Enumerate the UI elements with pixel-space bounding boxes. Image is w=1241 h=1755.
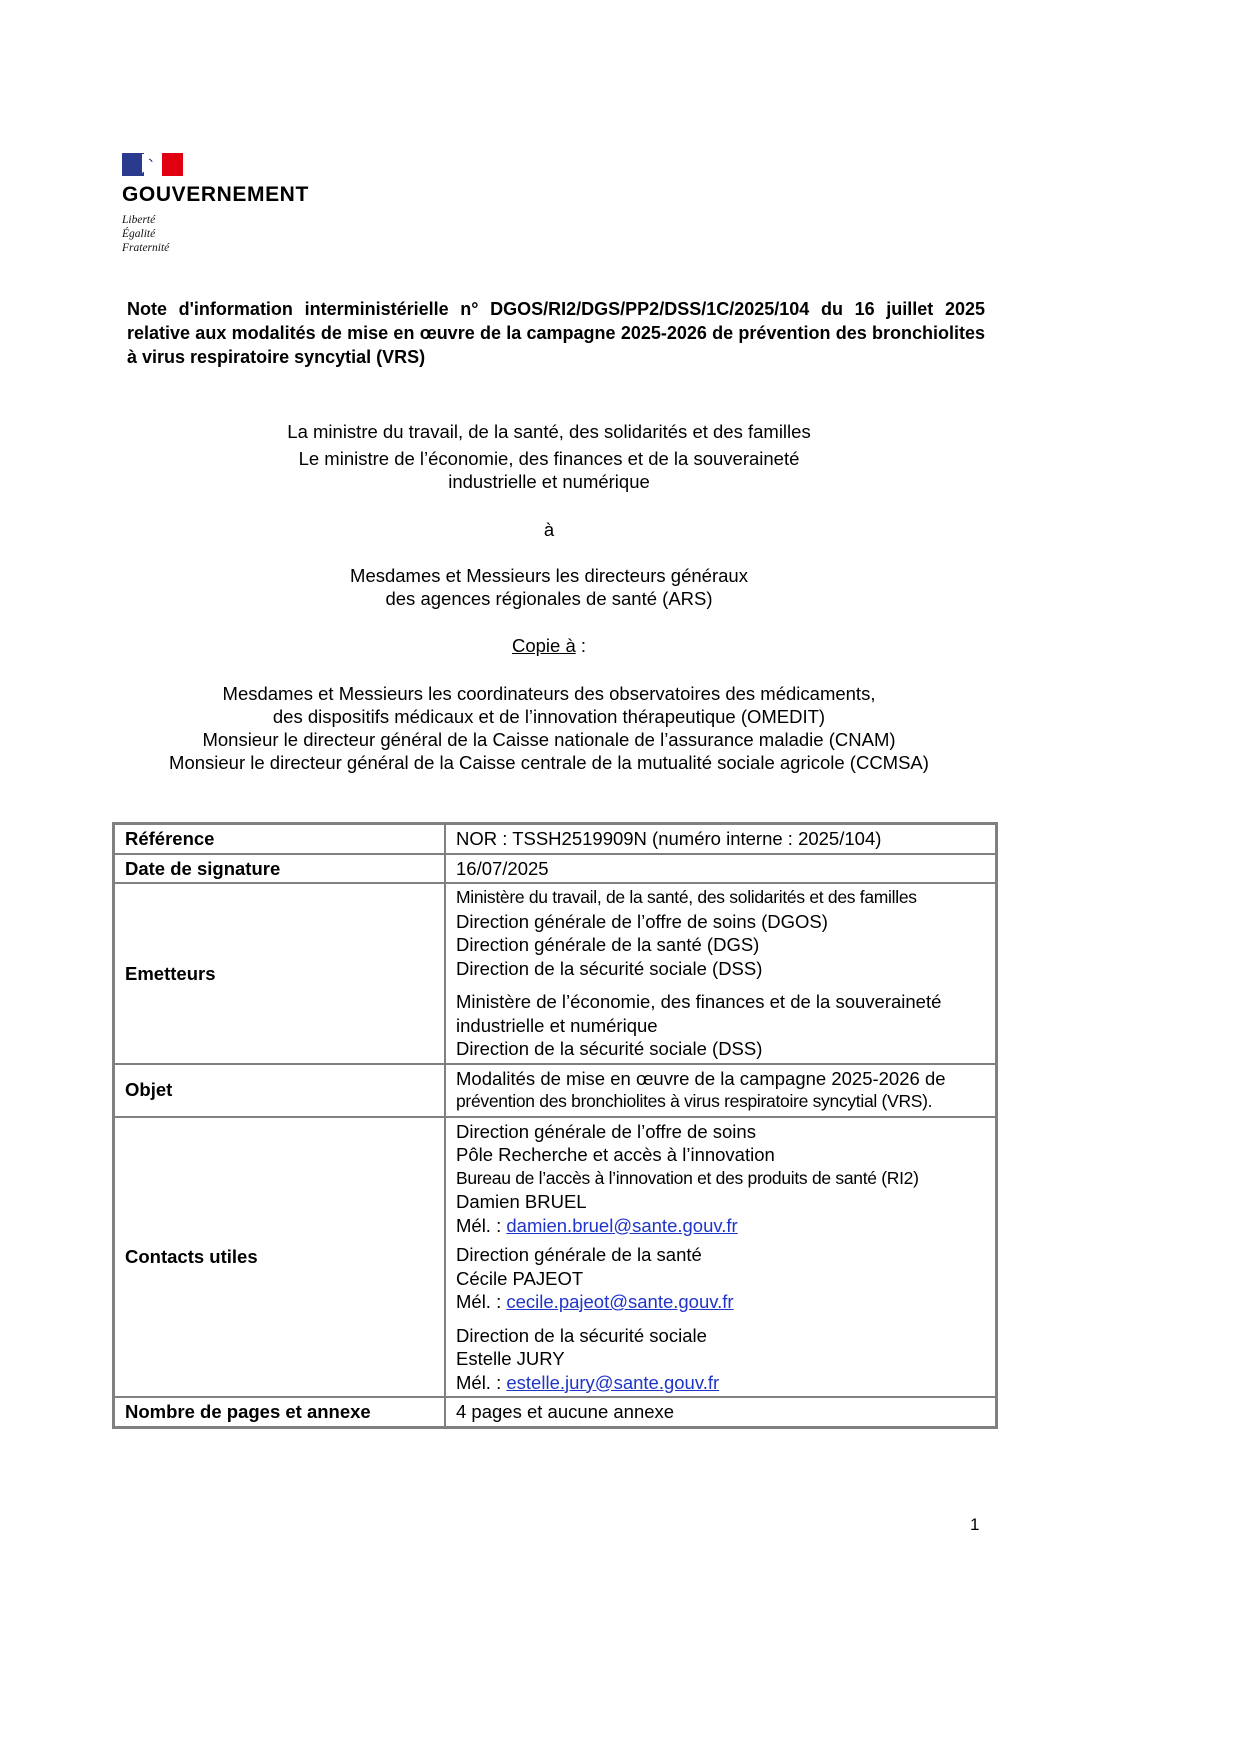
government-logo	[122, 153, 309, 255]
date-label: Date de signature	[114, 854, 445, 884]
page-number: 1	[970, 1515, 980, 1534]
copie-label: Copie à	[511, 635, 576, 656]
reference-value: NOR : TSSH2519909N (numéro interne : 2025/104)	[445, 824, 996, 854]
pages-value: 4 pages et aucune annexe	[445, 1397, 996, 1427]
objet-value: Modalités de mise en œuvre de la campagne 2025-2026 de prévention des bronchiolites à virus respiratoire syncytial (VRS).	[445, 1064, 996, 1117]
table-row-objet	[114, 1064, 996, 1117]
sender-line: Le ministre de l’économie, des finances et de la souveraineté	[298, 448, 800, 469]
contacts-value: Direction générale de l’offre de soins Pôle Recherche et accès à l’innovation Bureau de l’accès à l’innovation et des produits de santé (RI2) Damien BRUEL Mél. : damien.bruel@sante.gouv.fr Direction générale de la santé Cécile PAJEOT Mél. : cecile.pajeot@sante.gouv.fr Direction de la sécurité sociale Estelle JURY Mél. : estelle.jury@sante.gouv.fr	[445, 1117, 996, 1398]
pages-label: Nombre de pages et annexe	[114, 1397, 445, 1427]
contacts-label: Contacts utiles	[114, 1117, 445, 1398]
senders-block	[0, 420, 1098, 493]
table-row-emetteurs	[114, 883, 996, 1064]
copy-line: Monsieur le directeur général de la Caisse centrale de la mutualité sociale agricole (CCMSA)	[169, 752, 929, 773]
copy-line: Mesdames et Messieurs les coordinateurs des observatoires des médicaments,	[222, 683, 876, 704]
to-word: à	[543, 519, 555, 540]
sender-line: La ministre du travail, de la santé, des solidarités et des familles	[287, 421, 811, 442]
sender-line: industrielle et numérique	[448, 471, 650, 492]
objet-label: Objet	[114, 1064, 445, 1117]
copy-line: Monsieur le directeur général de la Caisse nationale de l’assurance maladie (CNAM)	[202, 729, 896, 750]
logo-gouvernement-text: GOUVERNEMENT	[122, 183, 309, 206]
recipients-block	[0, 564, 1098, 610]
table-row-date	[114, 854, 996, 884]
copie-heading: Copie à :	[511, 635, 587, 656]
email-link-cecile-pajeot[interactable]: cecile.pajeot@sante.gouv.fr	[506, 1291, 734, 1312]
logo-motto: Liberté Égalité Fraternité	[122, 214, 170, 254]
reference-label: Référence	[114, 824, 445, 854]
marianne-flag-icon	[122, 153, 183, 176]
document-title: Note d'information interministérielle n° DGOS/RI2/DGS/PP2/DSS/1C/2025/104 du 16 juillet 2025 relative aux modalités de mise en œuvre de la campagne 2025-2026 de prévention des bronchiolites à virus respiratoire syncytial (VRS)	[127, 299, 985, 367]
copy-line: des dispositifs médicaux et de l’innovation thérapeutique (OMEDIT)	[272, 706, 826, 727]
table-row-reference	[114, 824, 996, 854]
info-table	[112, 822, 998, 1429]
table-row-contacts	[114, 1117, 996, 1398]
recipient-line: des agences régionales de santé (ARS)	[385, 588, 713, 609]
email-link-estelle-jury[interactable]: estelle.jury@sante.gouv.fr	[506, 1371, 720, 1393]
emetteurs-label: Emetteurs	[114, 883, 445, 1064]
copies-block	[0, 682, 1098, 774]
recipient-line: Mesdames et Messieurs les directeurs généraux	[350, 565, 748, 586]
email-link-damien-bruel[interactable]: damien.bruel@sante.gouv.fr	[506, 1214, 738, 1236]
date-value: 16/07/2025	[445, 854, 996, 884]
table-row-pages	[114, 1397, 996, 1427]
emetteurs-value: Ministère du travail, de la santé, des solidarités et des familles Direction générale de l’offre de soins (DGOS) Direction générale de la santé (DGS) Direction de la sécurité sociale (DSS) Ministère de l’économie, des finances et de la souveraineté industrielle et numérique Direction de la sécurité sociale (DSS)	[445, 883, 996, 1064]
